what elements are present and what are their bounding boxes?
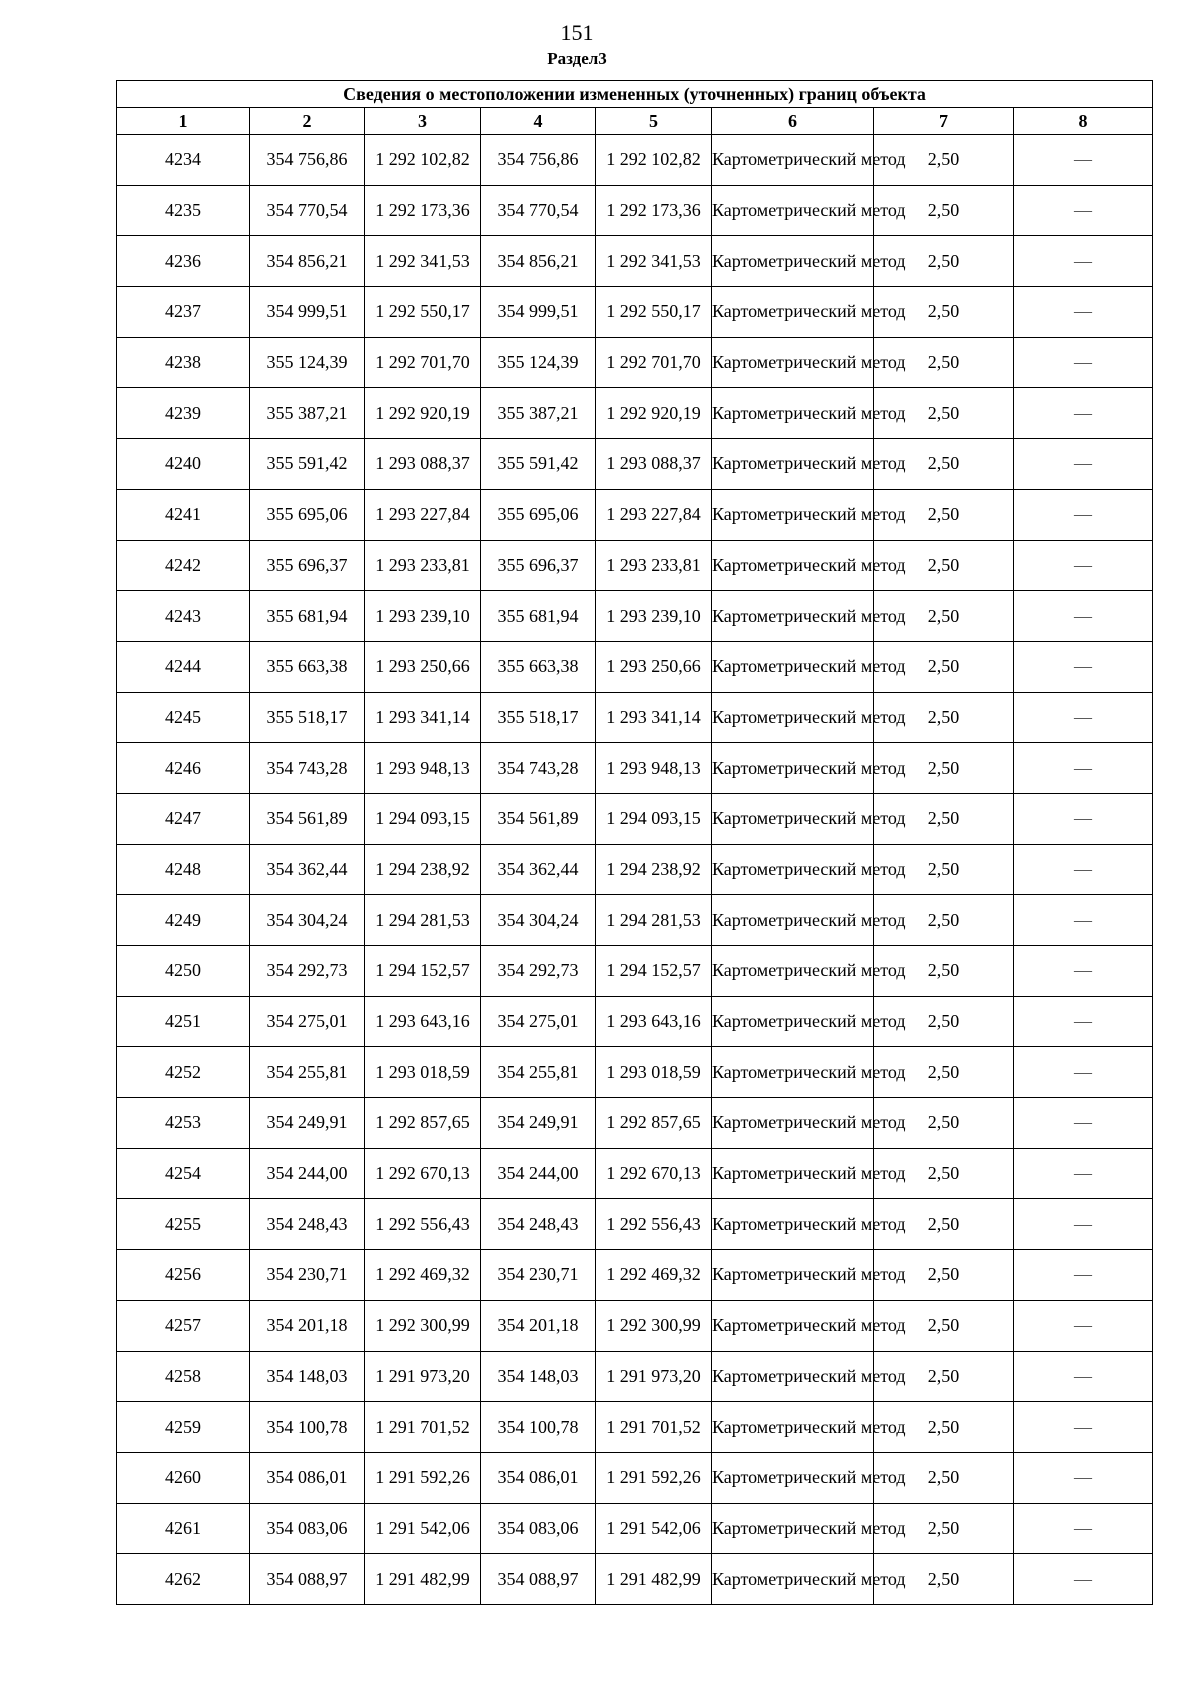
- method-cell: Картометрический метод: [712, 1351, 874, 1402]
- precision-cell: 2,50: [874, 591, 1014, 642]
- method-cell: Картометрический метод: [712, 1250, 874, 1301]
- point-number-cell: 4237: [117, 287, 250, 338]
- point-number-cell: 4261: [117, 1503, 250, 1554]
- new-x-cell: 354 275,01: [481, 996, 596, 1047]
- note-cell: —: [1014, 439, 1153, 490]
- method-cell: Картометрический метод: [712, 946, 874, 997]
- table-row: [117, 1148, 1153, 1199]
- new-y-cell: 1 292 341,53: [596, 236, 712, 287]
- method-cell: Картометрический метод: [712, 489, 874, 540]
- table-row: [117, 1554, 1153, 1605]
- old-x-cell: 354 088,97: [250, 1554, 365, 1605]
- precision-cell: 2,50: [874, 844, 1014, 895]
- new-x-cell: 354 756,86: [481, 135, 596, 186]
- precision-cell: 2,50: [874, 1148, 1014, 1199]
- old-y-cell: 1 291 542,06: [365, 1503, 481, 1554]
- precision-cell: 2,50: [874, 692, 1014, 743]
- new-y-cell: 1 294 238,92: [596, 844, 712, 895]
- old-x-cell: 355 681,94: [250, 591, 365, 642]
- note-cell: —: [1014, 946, 1153, 997]
- old-y-cell: 1 292 469,32: [365, 1250, 481, 1301]
- point-number-cell: 4257: [117, 1300, 250, 1351]
- old-x-cell: 354 249,91: [250, 1098, 365, 1149]
- table-row: [117, 1098, 1153, 1149]
- new-y-cell: 1 293 239,10: [596, 591, 712, 642]
- point-number-cell: 4236: [117, 236, 250, 287]
- table-row: [117, 895, 1153, 946]
- new-y-cell: 1 292 469,32: [596, 1250, 712, 1301]
- table-row: [117, 540, 1153, 591]
- new-y-cell: 1 293 018,59: [596, 1047, 712, 1098]
- point-number-cell: 4249: [117, 895, 250, 946]
- point-number-cell: 4248: [117, 844, 250, 895]
- new-y-cell: 1 292 173,36: [596, 185, 712, 236]
- new-x-cell: 355 681,94: [481, 591, 596, 642]
- new-x-cell: 355 518,17: [481, 692, 596, 743]
- table-row: [117, 337, 1153, 388]
- table-row: [117, 287, 1153, 338]
- old-x-cell: 354 086,01: [250, 1452, 365, 1503]
- point-number-cell: 4241: [117, 489, 250, 540]
- method-cell: Картометрический метод: [712, 135, 874, 186]
- note-cell: —: [1014, 1554, 1153, 1605]
- note-cell: —: [1014, 996, 1153, 1047]
- table-row: [117, 1351, 1153, 1402]
- table-row: [117, 1199, 1153, 1250]
- new-x-cell: 354 255,81: [481, 1047, 596, 1098]
- old-x-cell: 354 999,51: [250, 287, 365, 338]
- new-y-cell: 1 293 250,66: [596, 641, 712, 692]
- point-number-cell: 4250: [117, 946, 250, 997]
- precision-cell: 2,50: [874, 1351, 1014, 1402]
- old-y-cell: 1 292 341,53: [365, 236, 481, 287]
- table-row: [117, 1503, 1153, 1554]
- precision-cell: 2,50: [874, 1098, 1014, 1149]
- precision-cell: 2,50: [874, 793, 1014, 844]
- table-row: [117, 591, 1153, 642]
- new-x-cell: 354 086,01: [481, 1452, 596, 1503]
- precision-cell: 2,50: [874, 540, 1014, 591]
- note-cell: —: [1014, 1452, 1153, 1503]
- old-x-cell: 354 561,89: [250, 793, 365, 844]
- old-x-cell: 355 124,39: [250, 337, 365, 388]
- section-title: Раздел3: [547, 49, 607, 68]
- old-y-cell: 1 292 550,17: [365, 287, 481, 338]
- table-row: [117, 1402, 1153, 1453]
- old-x-cell: 355 518,17: [250, 692, 365, 743]
- table-row: [117, 641, 1153, 692]
- note-cell: —: [1014, 692, 1153, 743]
- old-x-cell: 354 100,78: [250, 1402, 365, 1453]
- page-number: 151: [560, 20, 594, 45]
- note-cell: —: [1014, 1047, 1153, 1098]
- note-cell: —: [1014, 540, 1153, 591]
- boundary-coordinates-table: [116, 80, 1153, 1605]
- method-cell: Картометрический метод: [712, 1503, 874, 1554]
- precision-cell: 2,50: [874, 337, 1014, 388]
- method-cell: Картометрический метод: [712, 1554, 874, 1605]
- new-x-cell: 354 248,43: [481, 1199, 596, 1250]
- column-header: 2: [250, 108, 365, 135]
- table-row: [117, 692, 1153, 743]
- new-y-cell: 1 291 542,06: [596, 1503, 712, 1554]
- new-x-cell: 354 244,00: [481, 1148, 596, 1199]
- old-x-cell: 354 756,86: [250, 135, 365, 186]
- old-x-cell: 355 663,38: [250, 641, 365, 692]
- method-cell: Картометрический метод: [712, 1047, 874, 1098]
- old-y-cell: 1 292 556,43: [365, 1199, 481, 1250]
- point-number-cell: 4260: [117, 1452, 250, 1503]
- old-y-cell: 1 293 088,37: [365, 439, 481, 490]
- method-cell: Картометрический метод: [712, 692, 874, 743]
- method-cell: Картометрический метод: [712, 1148, 874, 1199]
- old-y-cell: 1 294 093,15: [365, 793, 481, 844]
- old-y-cell: 1 293 341,14: [365, 692, 481, 743]
- note-cell: —: [1014, 641, 1153, 692]
- old-y-cell: 1 293 250,66: [365, 641, 481, 692]
- precision-cell: 2,50: [874, 1503, 1014, 1554]
- method-cell: Картометрический метод: [712, 996, 874, 1047]
- new-x-cell: 354 201,18: [481, 1300, 596, 1351]
- old-x-cell: 354 362,44: [250, 844, 365, 895]
- table-row: [117, 135, 1153, 186]
- new-x-cell: 354 743,28: [481, 743, 596, 794]
- new-x-cell: 354 304,24: [481, 895, 596, 946]
- new-y-cell: 1 292 920,19: [596, 388, 712, 439]
- old-y-cell: 1 292 701,70: [365, 337, 481, 388]
- new-x-cell: 354 999,51: [481, 287, 596, 338]
- old-x-cell: 355 591,42: [250, 439, 365, 490]
- note-cell: —: [1014, 895, 1153, 946]
- method-cell: Картометрический метод: [712, 844, 874, 895]
- old-x-cell: 354 255,81: [250, 1047, 365, 1098]
- new-x-cell: 355 695,06: [481, 489, 596, 540]
- precision-cell: 2,50: [874, 946, 1014, 997]
- column-header: 7: [874, 108, 1014, 135]
- method-cell: Картометрический метод: [712, 439, 874, 490]
- note-cell: —: [1014, 1503, 1153, 1554]
- point-number-cell: 4242: [117, 540, 250, 591]
- old-y-cell: 1 291 592,26: [365, 1452, 481, 1503]
- old-y-cell: 1 294 238,92: [365, 844, 481, 895]
- method-cell: Картометрический метод: [712, 591, 874, 642]
- old-y-cell: 1 293 948,13: [365, 743, 481, 794]
- old-x-cell: 354 248,43: [250, 1199, 365, 1250]
- precision-cell: 2,50: [874, 895, 1014, 946]
- old-x-cell: 354 148,03: [250, 1351, 365, 1402]
- table-row: [117, 844, 1153, 895]
- note-cell: —: [1014, 489, 1153, 540]
- old-y-cell: 1 293 239,10: [365, 591, 481, 642]
- method-cell: Картометрический метод: [712, 236, 874, 287]
- new-x-cell: 354 230,71: [481, 1250, 596, 1301]
- precision-cell: 2,50: [874, 743, 1014, 794]
- old-x-cell: 354 201,18: [250, 1300, 365, 1351]
- column-header: 1: [117, 108, 250, 135]
- method-cell: Картометрический метод: [712, 388, 874, 439]
- new-x-cell: 354 083,06: [481, 1503, 596, 1554]
- new-y-cell: 1 293 233,81: [596, 540, 712, 591]
- point-number-cell: 4251: [117, 996, 250, 1047]
- new-y-cell: 1 293 088,37: [596, 439, 712, 490]
- method-cell: Картометрический метод: [712, 895, 874, 946]
- old-y-cell: 1 294 152,57: [365, 946, 481, 997]
- method-cell: Картометрический метод: [712, 1300, 874, 1351]
- precision-cell: 2,50: [874, 236, 1014, 287]
- note-cell: —: [1014, 1402, 1153, 1453]
- old-x-cell: 355 696,37: [250, 540, 365, 591]
- method-cell: Картометрический метод: [712, 337, 874, 388]
- old-x-cell: 354 856,21: [250, 236, 365, 287]
- column-header: 8: [1014, 108, 1153, 135]
- new-y-cell: 1 293 227,84: [596, 489, 712, 540]
- method-cell: Картометрический метод: [712, 287, 874, 338]
- new-y-cell: 1 292 550,17: [596, 287, 712, 338]
- old-y-cell: 1 291 973,20: [365, 1351, 481, 1402]
- note-cell: —: [1014, 793, 1153, 844]
- new-y-cell: 1 291 973,20: [596, 1351, 712, 1402]
- table-row: [117, 743, 1153, 794]
- old-y-cell: 1 291 482,99: [365, 1554, 481, 1605]
- new-x-cell: 354 100,78: [481, 1402, 596, 1453]
- new-x-cell: 355 663,38: [481, 641, 596, 692]
- table-row: [117, 388, 1153, 439]
- note-cell: —: [1014, 388, 1153, 439]
- old-y-cell: 1 292 300,99: [365, 1300, 481, 1351]
- point-number-cell: 4239: [117, 388, 250, 439]
- point-number-cell: 4252: [117, 1047, 250, 1098]
- new-y-cell: 1 292 102,82: [596, 135, 712, 186]
- old-y-cell: 1 293 018,59: [365, 1047, 481, 1098]
- point-number-cell: 4259: [117, 1402, 250, 1453]
- precision-cell: 2,50: [874, 287, 1014, 338]
- note-cell: —: [1014, 287, 1153, 338]
- precision-cell: 2,50: [874, 1452, 1014, 1503]
- new-y-cell: 1 292 556,43: [596, 1199, 712, 1250]
- new-y-cell: 1 293 643,16: [596, 996, 712, 1047]
- note-cell: —: [1014, 1098, 1153, 1149]
- precision-cell: 2,50: [874, 388, 1014, 439]
- precision-cell: 2,50: [874, 439, 1014, 490]
- point-number-cell: 4247: [117, 793, 250, 844]
- old-x-cell: 354 743,28: [250, 743, 365, 794]
- new-y-cell: 1 292 670,13: [596, 1148, 712, 1199]
- precision-cell: 2,50: [874, 1047, 1014, 1098]
- precision-cell: 2,50: [874, 489, 1014, 540]
- old-y-cell: 1 293 643,16: [365, 996, 481, 1047]
- table-body: [117, 135, 1153, 1605]
- method-cell: Картометрический метод: [712, 793, 874, 844]
- note-cell: —: [1014, 1250, 1153, 1301]
- table-row: [117, 1300, 1153, 1351]
- new-x-cell: 354 362,44: [481, 844, 596, 895]
- precision-cell: 2,50: [874, 1199, 1014, 1250]
- precision-cell: 2,50: [874, 1250, 1014, 1301]
- note-cell: —: [1014, 185, 1153, 236]
- old-y-cell: 1 292 920,19: [365, 388, 481, 439]
- new-y-cell: 1 292 857,65: [596, 1098, 712, 1149]
- new-y-cell: 1 291 701,52: [596, 1402, 712, 1453]
- point-number-cell: 4254: [117, 1148, 250, 1199]
- old-y-cell: 1 291 701,52: [365, 1402, 481, 1453]
- new-x-cell: 355 124,39: [481, 337, 596, 388]
- new-x-cell: 354 249,91: [481, 1098, 596, 1149]
- old-x-cell: 354 292,73: [250, 946, 365, 997]
- point-number-cell: 4235: [117, 185, 250, 236]
- method-cell: Картометрический метод: [712, 1098, 874, 1149]
- old-x-cell: 355 387,21: [250, 388, 365, 439]
- point-number-cell: 4246: [117, 743, 250, 794]
- precision-cell: 2,50: [874, 135, 1014, 186]
- old-x-cell: 354 770,54: [250, 185, 365, 236]
- new-y-cell: 1 294 093,15: [596, 793, 712, 844]
- old-x-cell: 355 695,06: [250, 489, 365, 540]
- method-cell: Картометрический метод: [712, 641, 874, 692]
- table-row: [117, 1452, 1153, 1503]
- table-row: [117, 946, 1153, 997]
- point-number-cell: 4234: [117, 135, 250, 186]
- note-cell: —: [1014, 236, 1153, 287]
- method-cell: Картометрический метод: [712, 540, 874, 591]
- table-row: [117, 793, 1153, 844]
- table-row: [117, 996, 1153, 1047]
- note-cell: —: [1014, 1351, 1153, 1402]
- note-cell: —: [1014, 743, 1153, 794]
- point-number-cell: 4240: [117, 439, 250, 490]
- old-x-cell: 354 083,06: [250, 1503, 365, 1554]
- old-x-cell: 354 230,71: [250, 1250, 365, 1301]
- new-y-cell: 1 291 592,26: [596, 1452, 712, 1503]
- precision-cell: 2,50: [874, 1402, 1014, 1453]
- column-header: 3: [365, 108, 481, 135]
- old-x-cell: 354 304,24: [250, 895, 365, 946]
- note-cell: —: [1014, 844, 1153, 895]
- new-x-cell: 354 856,21: [481, 236, 596, 287]
- column-header: 5: [596, 108, 712, 135]
- new-x-cell: 354 088,97: [481, 1554, 596, 1605]
- point-number-cell: 4244: [117, 641, 250, 692]
- new-y-cell: 1 293 341,14: [596, 692, 712, 743]
- old-y-cell: 1 292 173,36: [365, 185, 481, 236]
- old-y-cell: 1 292 670,13: [365, 1148, 481, 1199]
- point-number-cell: 4253: [117, 1098, 250, 1149]
- old-y-cell: 1 293 233,81: [365, 540, 481, 591]
- precision-cell: 2,50: [874, 185, 1014, 236]
- old-y-cell: 1 292 102,82: [365, 135, 481, 186]
- new-x-cell: 354 770,54: [481, 185, 596, 236]
- table-row: [117, 489, 1153, 540]
- table-row: [117, 1047, 1153, 1098]
- note-cell: —: [1014, 591, 1153, 642]
- point-number-cell: 4256: [117, 1250, 250, 1301]
- note-cell: —: [1014, 1199, 1153, 1250]
- table-caption: Сведения о местоположении измененных (уточненных) границ объекта: [117, 81, 1153, 108]
- precision-cell: 2,50: [874, 1300, 1014, 1351]
- new-y-cell: 1 293 948,13: [596, 743, 712, 794]
- table-row: [117, 1250, 1153, 1301]
- new-y-cell: 1 292 300,99: [596, 1300, 712, 1351]
- point-number-cell: 4243: [117, 591, 250, 642]
- method-cell: Картометрический метод: [712, 1402, 874, 1453]
- new-x-cell: 354 561,89: [481, 793, 596, 844]
- method-cell: Картометрический метод: [712, 1452, 874, 1503]
- new-x-cell: 354 148,03: [481, 1351, 596, 1402]
- method-cell: Картометрический метод: [712, 185, 874, 236]
- table-row: [117, 185, 1153, 236]
- precision-cell: 2,50: [874, 1554, 1014, 1605]
- point-number-cell: 4238: [117, 337, 250, 388]
- new-x-cell: 355 696,37: [481, 540, 596, 591]
- new-y-cell: 1 291 482,99: [596, 1554, 712, 1605]
- new-x-cell: 355 591,42: [481, 439, 596, 490]
- new-x-cell: 354 292,73: [481, 946, 596, 997]
- old-y-cell: 1 292 857,65: [365, 1098, 481, 1149]
- point-number-cell: 4258: [117, 1351, 250, 1402]
- precision-cell: 2,50: [874, 996, 1014, 1047]
- new-y-cell: 1 294 152,57: [596, 946, 712, 997]
- method-cell: Картометрический метод: [712, 1199, 874, 1250]
- old-y-cell: 1 293 227,84: [365, 489, 481, 540]
- note-cell: —: [1014, 1148, 1153, 1199]
- new-y-cell: 1 292 701,70: [596, 337, 712, 388]
- method-cell: Картометрический метод: [712, 743, 874, 794]
- new-y-cell: 1 294 281,53: [596, 895, 712, 946]
- new-x-cell: 355 387,21: [481, 388, 596, 439]
- old-x-cell: 354 275,01: [250, 996, 365, 1047]
- table-row: [117, 236, 1153, 287]
- old-y-cell: 1 294 281,53: [365, 895, 481, 946]
- note-cell: —: [1014, 135, 1153, 186]
- column-header: 4: [481, 108, 596, 135]
- note-cell: —: [1014, 1300, 1153, 1351]
- table-row: [117, 439, 1153, 490]
- column-header: 6: [712, 108, 874, 135]
- old-x-cell: 354 244,00: [250, 1148, 365, 1199]
- point-number-cell: 4262: [117, 1554, 250, 1605]
- point-number-cell: 4245: [117, 692, 250, 743]
- point-number-cell: 4255: [117, 1199, 250, 1250]
- note-cell: —: [1014, 337, 1153, 388]
- precision-cell: 2,50: [874, 641, 1014, 692]
